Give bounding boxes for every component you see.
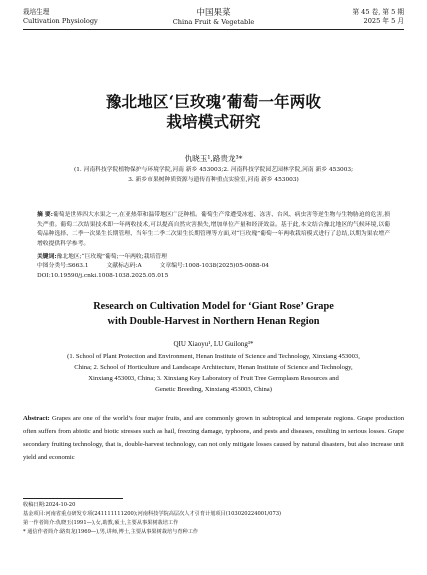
affiliation-en-line3: Xinxiang 453003, China; 3. Xinxiang Key Laboratory of Fruit Tree Germplasm Resources and	[88, 374, 339, 382]
abstract-en	[23, 412, 404, 464]
abstract-cn-text: 葡萄是世界四大水果之一,在亚热带和温带地区广泛种植。葡萄生产常遭受冰雹、冻害、台风、病虫害等逆生物与生物胁迫的危害,损失严重。葡萄二次结果技术即一年两收技术,可以提高自然灾害损失,增加单位产量和经济效益。基于此,本文结合豫北地区的气候环境,以葡萄品种选择、二季一次果生长期管理、当年生二季二次果生长期管理等方面,对“巨玫瑰”葡萄一年两收栽培模式进行了总结,以期为果农增产增收提供科学参考。	[37, 212, 390, 247]
footnote-corresponding: * 通信作者简介:路贵龙(1969—),男,讲师,博士,主要从事果树栽培与育种工作	[23, 529, 199, 535]
title-en-line2: with Double-Harvest in Northern Henan Region	[107, 315, 320, 327]
abstract-en-text: Grapes are one of the world’s four major fruits, and are commonly grown in subtropical and temperate regions. Grape production often suffers from abiotic and biotic stresses such as hail, freezing damage, typhoons, and pests and diseases, resulting in serious losses. Grape secondary fruiting technology, that is, double-harvest technology, can not only mitigate losses caused by natural disasters, but also increase unit yield and economic	[23, 415, 404, 461]
authors-en: QIU Xiaoyu¹, LU Guilong³*	[173, 340, 254, 348]
affiliation-cn-line1: (1. 河南科技学院植物保护与环境学院,河南 新乡 453003;2. 河南科技学院园艺园林学院,河南 新乡 453003;	[73, 167, 354, 173]
header-volume: 第 45 卷, 第 5 期	[352, 8, 404, 16]
affiliation-en-line1: (1. School of Plant Protection and Environment, Henan Institute of Science and Technology, Xinxiang 453003,	[67, 353, 360, 360]
affiliation-en-line2: China; 2. School of Horticulture and Landscape Architecture, Henan Institute of Science and Technology,	[74, 363, 353, 371]
document-code: 文献标志码:A	[106, 263, 142, 269]
keywords-cn	[37, 251, 390, 260]
title-cn-line2: 栽培模式研究	[166, 111, 261, 131]
affiliation-cn-line2: 3. 新乡市果树种质资源与遗传育种重点实验室,河南 新乡 453003)	[128, 176, 299, 183]
header-section-cn: 栽培生理	[23, 8, 50, 16]
affiliations-en	[50, 352, 377, 396]
article-title-cn	[0, 92, 427, 131]
affiliations-cn	[40, 166, 387, 185]
header-divider	[23, 29, 404, 30]
title-cn-line1: 豫北地区‘巨玫瑰’葡萄一年两收	[105, 92, 322, 111]
article-number: 文章编号:1008-1038(2025)05-0088-04	[159, 263, 269, 269]
footnote-received: 收稿日期:2024-10-20	[23, 502, 76, 508]
abstract-cn-label: 摘 要:	[37, 212, 53, 218]
abstract-cn	[37, 211, 390, 249]
keywords-cn-label: 关键词:	[37, 254, 57, 260]
header-section-en: Cultivation Physiology	[23, 17, 98, 25]
footnote-first-author: 第一作者简介:仇晓玉(1991—),女,助教,硕士,主要从事果树栽培工作	[23, 520, 179, 526]
footnotes	[23, 501, 404, 537]
running-header	[23, 8, 404, 36]
authors-cn: 仇晓玉¹,路贵龙³*	[184, 154, 243, 163]
keywords-cn-text: 豫北地区;“巨玫瑰”葡萄;一年两收;栽培管理	[56, 254, 167, 260]
abstract-en-label: Abstract:	[23, 415, 50, 422]
header-journal-name	[23, 8, 404, 27]
article-metadata	[37, 262, 390, 281]
header-issue-info	[352, 8, 404, 26]
affiliation-en-line4: Genetic Breeding, Xinxiang 453003, China)	[155, 385, 272, 393]
header-date: 2025 年 5 月	[363, 17, 404, 25]
title-en-line1: Research on Cultivation Model for ‘Giant Rose’ Grape	[93, 301, 334, 312]
header-journal-en: China Fruit & Vegetable	[172, 18, 255, 26]
article-title-en	[0, 300, 427, 329]
doi-link[interactable]: DOI:10.19590/j.cnki.1008-1038.2025.05.015	[37, 272, 169, 279]
clc-number: 中图分类号:S663.1	[37, 263, 89, 269]
footnote-fund: 基金项目:河南省重点研发专项(241111111200);河南科技学院高层次人才引育计划项目(103020224001/073)	[23, 511, 282, 517]
header-journal-cn: 中国果菜	[196, 8, 231, 18]
footnote-divider	[23, 498, 123, 499]
